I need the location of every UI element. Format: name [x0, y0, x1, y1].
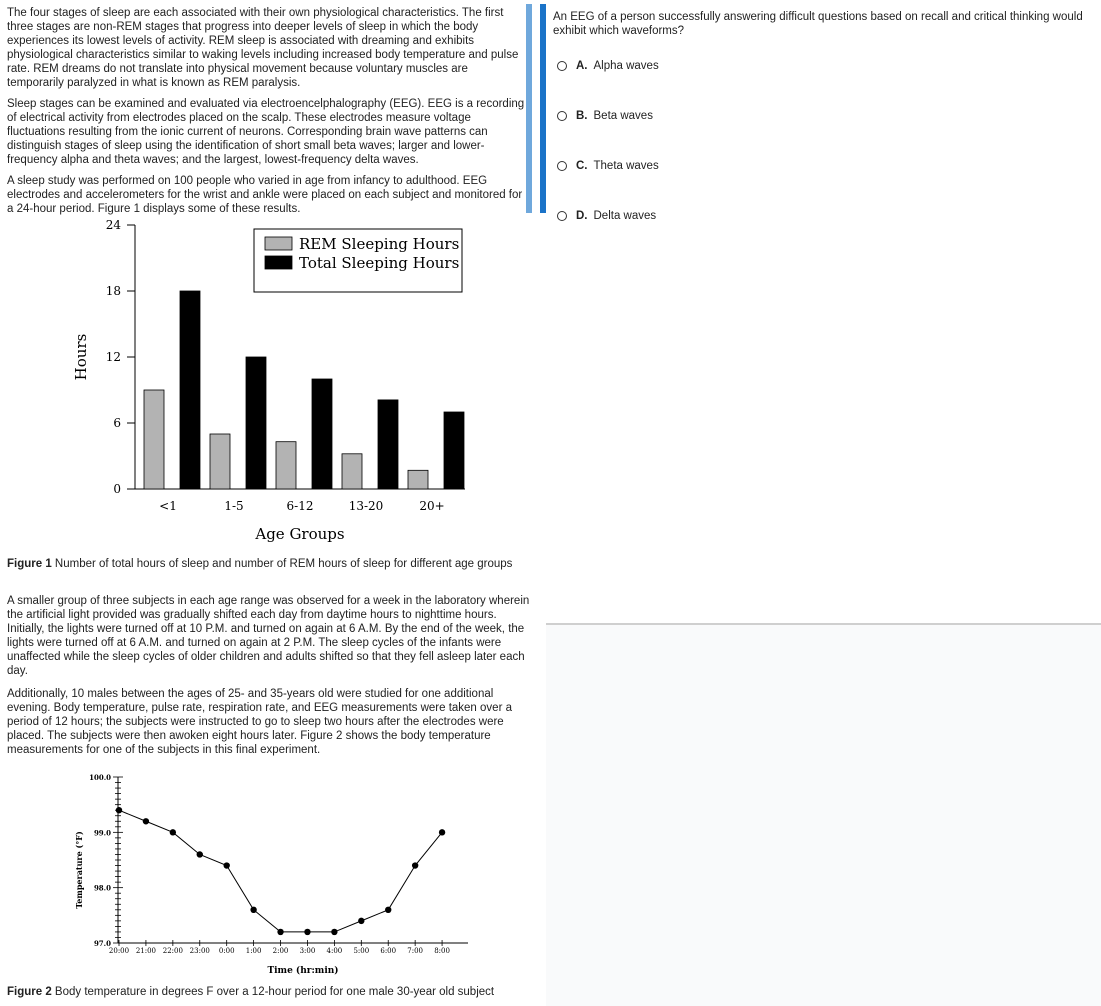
x-tick-label: 6-12 [286, 499, 314, 513]
x-tick-label: 0:00 [218, 947, 235, 955]
x-tick-label: 13-20 [348, 499, 384, 513]
figure-2-line-chart [60, 767, 480, 982]
x-tick-label: 22:00 [162, 947, 183, 955]
x-tick-label: 3:00 [299, 947, 316, 955]
choice-c-letter: C. [576, 160, 588, 172]
passage-paragraph-4: A smaller group of three subjects in each age range was observed for a week in the laboratory wherein the artificial light provided was gradually shifted each day from daytime hours to nighttime hours. Initially, the lights were turned off at 10 P.M. and turned on again at 6 A.M. By the end of the week, the lights were turned off at 6 A.M. and turned on again at 2 P.M. The sleep cycles of the infants were unaffected while the sleep cycles of older children and adults shifted so that they fell asleep later each day. [7, 595, 530, 677]
choice-b-letter: B. [576, 110, 588, 122]
data-point [143, 818, 149, 824]
choice-b-text: Beta waves [593, 110, 653, 122]
y-tick-label: 18 [105, 284, 121, 298]
data-point [223, 862, 229, 868]
legend-swatch [265, 237, 292, 250]
y-tick-label: 100.0 [89, 773, 111, 782]
choice-c[interactable] [557, 160, 659, 172]
bar-rem [144, 390, 164, 489]
choice-d-letter: D. [576, 210, 588, 222]
choice-a-letter: A. [576, 60, 588, 72]
y-tick-label: 99.0 [93, 828, 111, 838]
data-point [277, 929, 283, 935]
bar-total [312, 379, 332, 489]
x-tick-label: 8:00 [434, 947, 450, 955]
y-tick-label: 97.0 [93, 939, 111, 948]
x-tick-label: 1-5 [224, 499, 244, 513]
figure-2-caption [7, 985, 567, 999]
bar-rem [276, 442, 296, 489]
x-tick-label: 20+ [419, 499, 445, 513]
legend-swatch [265, 256, 292, 269]
x-tick-label: 7:00 [407, 947, 424, 955]
temperature-line [119, 810, 442, 932]
radio-b[interactable] [557, 111, 567, 121]
bar-total [444, 412, 464, 489]
passage-paragraph-1: The four stages of sleep are each associated with their own physiological characteristics. The first three stages are non-REM stages that progress into deeper levels of sleep in which the body experiences its lowest levels of activity. REM sleep is associated with dreaming and exhibits physiological characteristics similar to waking levels including increased body temperature and pulse rate. REM dreams do not translate into physical movement because voluntary muscles are temporarily paralyzed in what is known as REM paralysis. [7, 7, 519, 89]
figure-2-caption-text: Body temperature in degrees F over a 12-hour period for one male 30-year old subject [51, 986, 495, 998]
pane-divider-handle[interactable] [540, 4, 546, 213]
y-axis-label: Temperature (°F) [74, 831, 84, 909]
data-point [439, 829, 445, 835]
choice-d[interactable] [557, 210, 656, 222]
y-tick-label: 24 [105, 218, 121, 232]
data-point [358, 918, 364, 924]
data-point [170, 829, 176, 835]
bar-total [246, 357, 266, 489]
figure-1-label: Figure 1 [7, 558, 52, 570]
choice-c-text: Theta waves [593, 160, 659, 172]
data-point [197, 851, 203, 857]
bar-total [378, 400, 398, 489]
bar-rem [408, 470, 428, 489]
passage [7, 6, 527, 223]
passage-paragraph-3: A sleep study was performed on 100 people who varied in age from infancy to adulthood. EEG electrodes and accelerometers for the wrist and ankle were placed on each subject and monitored for a 24-hour period. Figure 1 displays some of these results. [7, 175, 523, 215]
choice-d-text: Delta waves [593, 210, 657, 222]
legend-label: REM Sleeping Hours [299, 235, 460, 253]
figure-1-caption-text: Number of total hours of sleep and number of REM hours of sleep for different age groups [51, 558, 513, 570]
x-tick-label: 4:00 [326, 947, 343, 955]
question-text: An EEG of a person successfully answering difficult questions based on recall and critical thinking would exhibit which waveforms? [553, 11, 1083, 37]
y-axis-label: Hours [72, 333, 90, 381]
passage-paragraph-5: Additionally, 10 males between the ages of 25- and 35-years old were studied for one additional evening. Body temperature, pulse rate, respiration rate, and EEG measurements were taken over a period of 12 hours; the subjects were instructed to go to sleep two hours after the electrodes were placed. The subjects were then awoken eight hours later. Figure 2 shows the body temperature measurements for one of the subjects in this final experiment. [7, 688, 512, 756]
x-tick-label: 23:00 [189, 947, 210, 955]
data-point [304, 929, 310, 935]
y-tick-label: 6 [113, 416, 121, 430]
x-axis-label: Age Groups [255, 525, 345, 543]
pane-divider[interactable] [526, 4, 532, 213]
figure-1-bar-chart [55, 212, 475, 547]
passage-paragraph-2: Sleep stages can be examined and evaluated via electroencelphalography (EEG). EEG is a recording of electrical activity from electrodes placed on the scalp. These electrodes measure voltage fluctuations resulting from the ionic current of neurons. Corresponding brain wave patterns can distinguish stages of sleep using the identification of short small beta waves; larger and lower-frequency alpha and theta waves; and the largest, lowest-frequency delta waves. [7, 98, 525, 166]
choice-b[interactable] [557, 110, 653, 122]
bar-rem [210, 434, 230, 489]
x-tick-label: 5:00 [353, 947, 370, 955]
y-tick-label: 12 [105, 350, 121, 364]
lower-empty-pane [546, 625, 1101, 1006]
figure-1-caption [7, 557, 527, 571]
radio-c[interactable] [557, 161, 567, 171]
x-tick-label: 21:00 [135, 947, 157, 955]
radio-a[interactable] [557, 61, 567, 71]
data-point [412, 862, 418, 868]
bar-total [180, 291, 200, 489]
x-tick-label: 2:00 [272, 947, 289, 955]
bar-rem [342, 454, 362, 489]
data-point [385, 907, 391, 913]
data-point [116, 807, 122, 813]
x-tick-label: 6:00 [380, 947, 397, 955]
choice-a-text: Alpha waves [593, 60, 659, 72]
radio-d[interactable] [557, 211, 567, 221]
x-tick-label: 20:00 [108, 947, 130, 955]
y-tick-label: 98.0 [93, 883, 111, 893]
data-point [331, 929, 337, 935]
data-point [250, 907, 256, 913]
figure-2-label: Figure 2 [7, 986, 52, 998]
choice-a[interactable] [557, 60, 659, 72]
question-pane [553, 10, 1093, 222]
x-tick-label: <1 [159, 499, 177, 513]
legend-label: Total Sleeping Hours [299, 254, 460, 272]
x-tick-label: 1:00 [245, 947, 262, 955]
y-tick-label: 0 [113, 482, 121, 496]
x-axis-label: Time (hr:min) [267, 966, 339, 976]
